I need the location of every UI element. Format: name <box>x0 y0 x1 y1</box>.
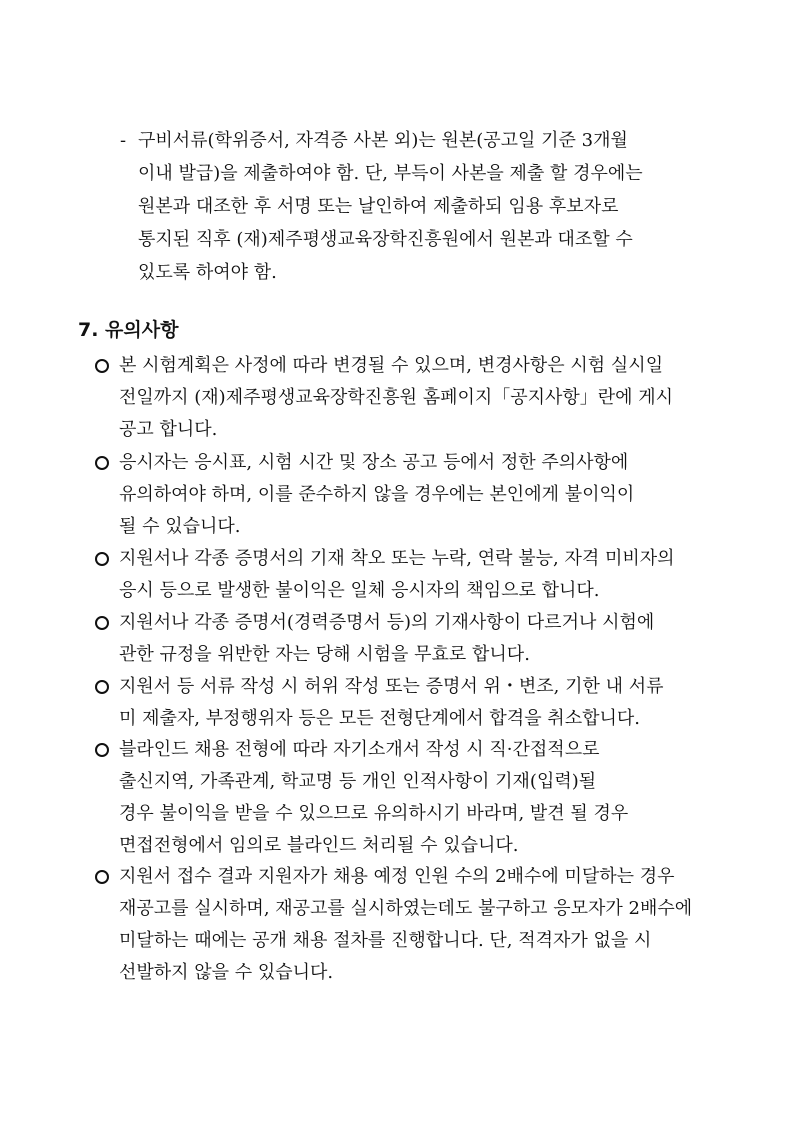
note-line: 구비서류(학위증서, 자격증 사본 외)는 원본(공고일 기준 3개월 <box>138 130 628 151</box>
notice-line: 지원서 등 서류 작성 시 허위 작성 또는 증명서 위・변조, 기한 내 서류 <box>119 676 664 697</box>
notice-line: 유의하여야 하며, 이를 준수하지 않을 경우에는 본인에게 불이익이 <box>119 484 635 505</box>
notice-line: 지원서나 각종 증명서(경력증명서 등)의 기재사항이 다르거나 시험에 <box>119 612 655 633</box>
circle-bullet-icon <box>95 870 109 884</box>
notice-line: 미 제출자, 부정행위자 등은 모든 전형단계에서 합격을 취소합니다. <box>119 708 640 729</box>
note-line: 원본과 대조한 후 서명 또는 날인하여 제출하되 임용 후보자로 <box>138 196 619 217</box>
circle-bullet-icon <box>95 743 109 757</box>
notice-line: 선발하지 않을 수 있습니다. <box>119 962 334 983</box>
notice-line: 응시 등으로 발생한 불이익은 일체 응시자의 책임으로 합니다. <box>119 580 600 601</box>
notice-line: 응시자는 응시표, 시험 시간 및 장소 공고 등에서 정한 주의사항에 <box>119 452 629 473</box>
notice-line: 면접전형에서 임의로 블라인드 처리될 수 있습니다. <box>119 835 519 856</box>
notice-line: 지원서 접수 결과 지원자가 채용 예정 인원 수의 2배수에 미달하는 경우 <box>119 866 675 887</box>
circle-bullet-icon <box>95 552 109 566</box>
section-heading: 7. 유의사항 <box>78 319 179 341</box>
note-line: 통지된 직후 (재)제주평생교육장학진흥원에서 원본과 대조할 수 <box>138 229 633 250</box>
notice-line: 출신지역, 가족관계, 학교명 등 개인 인적사항이 기재(입력)될 <box>119 771 597 792</box>
circle-bullet-icon <box>95 456 109 470</box>
circle-bullet-icon <box>95 359 109 373</box>
notice-line: 지원서나 각종 증명서의 기재 착오 또는 누락, 연락 불능, 자격 미비자의 <box>119 548 675 569</box>
note-line: 있도록 하여야 함. <box>138 262 277 283</box>
circle-bullet-icon <box>95 616 109 630</box>
notice-line: 재공고를 실시하며, 재공고를 실시하였는데도 불구하고 응모자가 2배수에 <box>119 898 693 919</box>
dash-marker: - <box>120 130 127 151</box>
notice-line: 될 수 있습니다. <box>119 516 241 537</box>
circle-bullet-icon <box>95 680 109 694</box>
notice-line: 전일까지 (재)제주평생교육장학진흥원 홈페이지「공지사항」란에 게시 <box>119 387 674 408</box>
notice-line: 공고 합니다. <box>119 419 218 440</box>
note-line: 이내 발급)을 제출하여야 함. 단, 부득이 사본을 제출 할 경우에는 <box>138 163 643 184</box>
notice-line: 미달하는 때에는 공개 채용 절차를 진행합니다. 단, 적격자가 없을 시 <box>119 930 652 951</box>
notice-line: 경우 불이익을 받을 수 있으므로 유의하시기 바라며, 발견 될 경우 <box>119 803 629 824</box>
notice-line: 본 시험계획은 사정에 따라 변경될 수 있으며, 변경사항은 시험 실시일 <box>119 355 664 376</box>
notice-line: 관한 규정을 위반한 자는 당해 시험을 무효로 합니다. <box>119 644 530 665</box>
notice-line: 블라인드 채용 전형에 따라 자기소개서 작성 시 직·간접적으로 <box>119 739 600 760</box>
